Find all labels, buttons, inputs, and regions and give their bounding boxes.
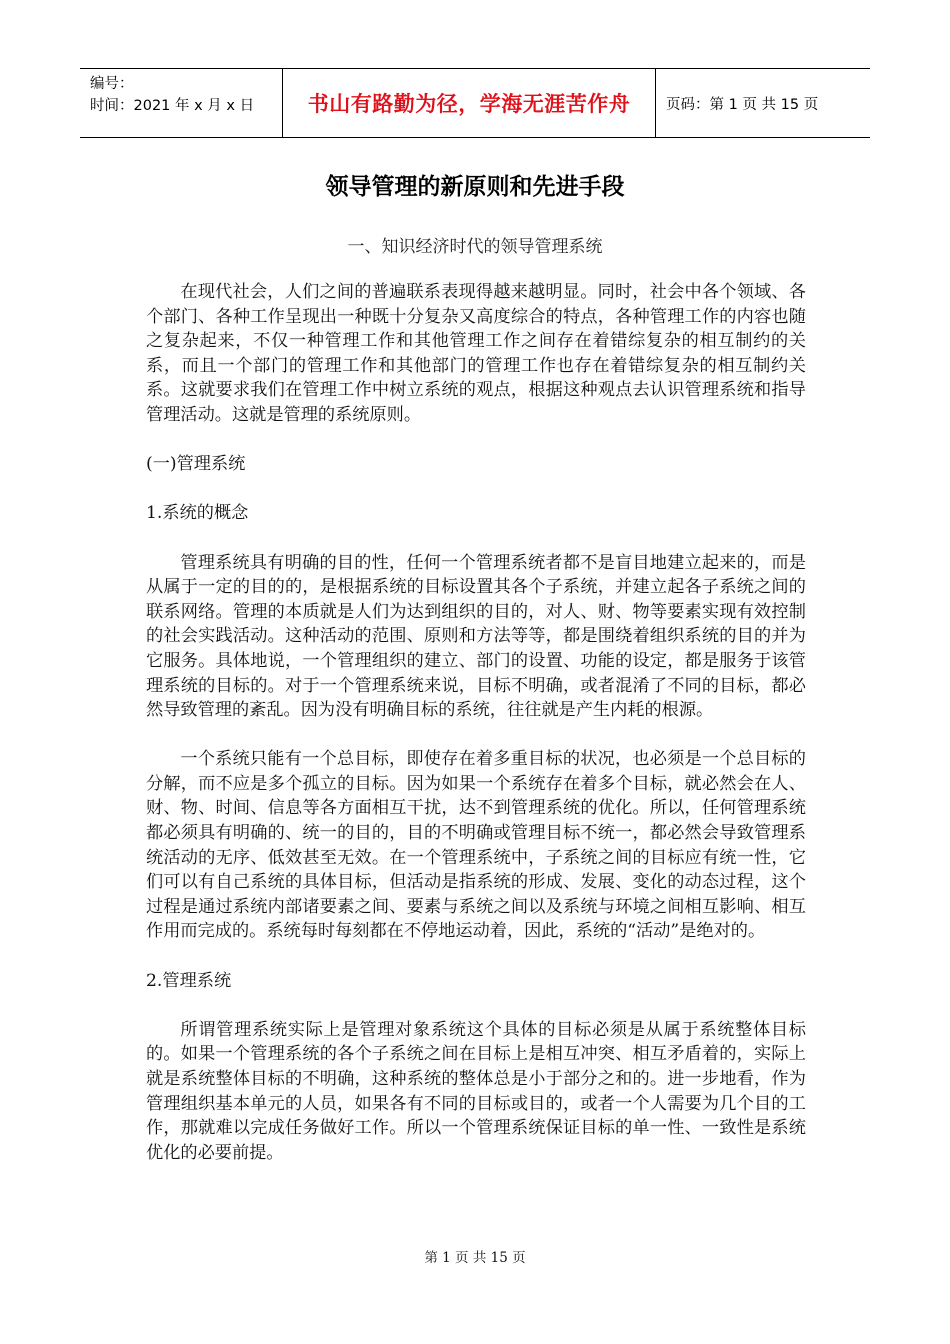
paragraph: 管理系统具有明确的目的性，任何一个管理系统者都不是盲目地建立起来的，而是从属于一定的目的的，是根据系统的目标设置其各个子系统，并建立起各子系统之间的联系网络。管理的本质就是人们为达到组织的目的，对人、财、物等要素实现有效控制的社会实践活动。这种活动的范围、原则和方法等等，都是围绕着组织系统的目的并为它服务。具体地说，一个管理组织的建立、部门的设置、功能的设定，都是服务于该管理系统的目标的。对于一个管理系统来说，目标不明确，或者混淆了不同的目标，都必然导致管理的紊乱。因为没有明确目标的系统，往往就是产生内耗的根源。 — [146, 552, 806, 721]
paragraph: 一个系统只能有一个总目标，即使存在着多重目标的状况，也必须是一个总目标的分解，而不应是多个孤立的目标。因为如果一个系统存在着多个目标，就必然会在人、财、物、时间、信息等各方面相互干扰，达不到管理系统的优化。所以，任何管理系统都必须具有明确的、统一的目的，目的不明确或管理目标不统一，都必然会导致管理系统活动的无序、低效甚至无效。在一个管理系统中，子系统之间的目标应有统一性，它们可以有自己系统的具体目标，但活动是指系统的形成、发展、变化的动态过程，这个过程是通过系统内部诸要素之间、要素与系统之间以及系统与环境之间相互影响、相互作用而完成的。系统每时每刻都在不停地运动着，因此，系统的“活动”是绝对的。 — [146, 749, 806, 942]
page-indicator: 页码：第 1 页 共 15 页 — [666, 96, 819, 113]
section-heading: (一)管理系统 — [146, 454, 246, 475]
header-page-cell — [656, 69, 870, 137]
paragraph: 在现代社会，人们之间的普遍联系表现得越来越明显。同时，社会中各个领域、各个部门、各种工作呈现出一种既十分复杂又高度综合的特点，各种管理工作的内容也随之复杂起来，不仅一种管理工作和其他管理工作之间存在着错综复杂的相互制约的关系，而且一个部门的管理工作和其他部门的管理工作也存在着错综复杂的相互制约关系。这就要求我们在管理工作中树立系统的观点，根据这种观点去认识管理系统和指导管理活动。这就是管理的系统原则。 — [146, 282, 806, 425]
header-meta — [80, 69, 282, 137]
paragraph: 所谓管理系统实际上是管理对象系统这个具体的目标必须是从属于系统整体目标的。如果一个管理系统的各个子系统之间在目标上是相互冲突、相互矛盾着的，实际上就是系统整体目标的不明确，这种系统的整体总是小于部分之和的。进一步地看，作为管理组织基本单元的人员，如果各有不同的目标或目的，或者一个人需要为几个目的工作，那就难以完成任务做好工作。所以一个管理系统保证目标的单一性、一致性是系统优化的必要前提。 — [146, 1019, 806, 1163]
section-subtitle: 一、知识经济时代的领导管理系统 — [347, 237, 603, 257]
page-footer: 第 1 页 共 15 页 — [424, 1250, 526, 1266]
header-table — [80, 68, 870, 138]
document-title: 领导管理的新原则和先进手段 — [325, 174, 625, 200]
header-slogan: 书山有路勤为径，学海无涯苦作舟 — [307, 92, 631, 116]
header-slogan-cell — [282, 69, 656, 137]
time-label: 时间：2021 年 x 月 x 日 — [90, 98, 255, 114]
number-label: 编号： — [90, 76, 134, 92]
document-body — [146, 280, 806, 1165]
subsection-heading: 1.系统的概念 — [146, 503, 249, 524]
subsection-heading: 2.管理系统 — [146, 970, 232, 991]
